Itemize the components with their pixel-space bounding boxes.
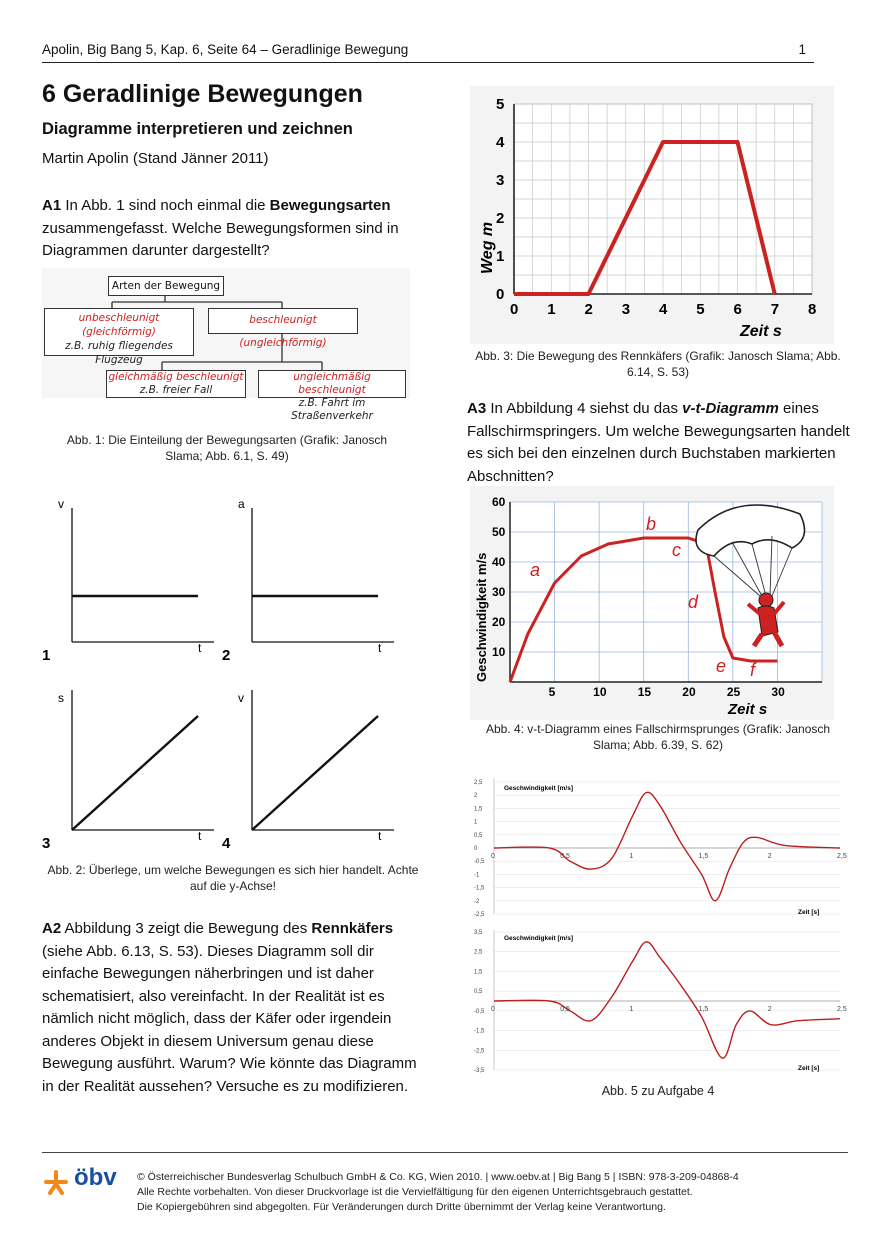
fig5-top-ytick-label: -1,5 [474,885,485,892]
task-a3-text-1: In Abbildung 4 siehst du das [486,400,683,417]
fig2-graph4-xlabel: t [378,829,382,843]
fig4-xtick-label: 15 [637,685,652,699]
fig3-ylabel: Weg m [479,221,496,274]
fig2-graph3-line [72,716,198,830]
fig4-xtick-label: 10 [593,685,607,699]
fig4-segment-a: a [530,560,541,580]
task-a1-label: A1 [42,197,62,214]
fig3-ytick-label: 2 [496,210,505,227]
fig5-bottom-ytick-label: 3,5 [474,930,483,936]
fig5-bottom-ylabel: Geschwindigkeit [m/s] [504,935,573,942]
fig3-xtick-label: 8 [808,301,817,318]
fig5-bottom-ytick-label: -0,5 [474,1008,485,1015]
fig4-segment-b: b [646,514,657,534]
fig1-box-accelerated: beschleunigt (ungleichförmig) [208,308,358,334]
fig2-graph4-ylabel: v [238,691,244,705]
task-a2-text-2: (siehe Abb. 6.13, S. 53). Dieses Diagramm soll dir einfache Bewegungen näherbringen und ist daher schematisiert, also vereinfacht. In der Realität ist es nämlich nicht möglich, dass der Käfer oder irgendein anderes Objekt in diesem Universum genau diese Bewegung ausführt. Warum? Wie könnte das Diagramm in der Realität aussehen? Versuche es zu modifizieren. [42,942,417,1095]
task-a2-label: A2 [42,920,62,937]
fig5-bottom-ytick-label: 0,5 [474,989,483,996]
fig4-segment-c: c [672,540,681,560]
fig5-top-ytick-label: 0,5 [474,832,483,839]
author-line: Martin Apolin (Stand Jänner 2011) [42,150,269,167]
fig5-top-xlabel: Zeit [s] [798,909,820,916]
fig5-top-xtick-label: 2 [767,853,772,860]
fig5-bottom-xtick-label: 2,5 [837,1006,847,1013]
fig4-xtick-label: 20 [682,685,696,699]
task-a1 [42,195,412,263]
fig3-xtick-label: 7 [770,301,780,318]
fig1-diagram [42,268,410,422]
fig5-top-ytick-label: 1,5 [474,806,483,813]
fig3-xtick-label: 4 [659,301,668,318]
fig2-graph1-ylabel: v [58,497,64,511]
task-a3-label: A3 [467,400,487,417]
fig2-graph1-number: 1 [42,647,51,664]
fig5-bottom-ytick-label: -1,5 [474,1028,485,1035]
fig5-top-xtick-label: 1,5 [698,853,709,860]
fig5-top-xtick-label: 0,5 [560,853,570,860]
task-a3 [467,398,851,488]
subtitle: Diagramme interpretieren und zeichnen [42,120,353,138]
fig3-xlabel: Zeit s [740,323,782,340]
footer-line-3: Die Kopiergebühren sind abgegolten. Für Veränderungen durch Dritte übernimmt der Verlag keine Verantwortung. [137,1201,666,1213]
fig3-chart [470,86,834,344]
fig4-xtick-label: 5 [548,685,556,699]
fig4-caption: Abb. 4: v-t-Diagramm eines Fallschirmsprunges (Grafik: Janosch Slama; Abb. 6.39, S. 62) [485,722,831,752]
fig1-box-unaccelerated-title: unbeschleunigt (gleichförmig) [78,312,160,338]
fig5-bottom-series-line [494,942,840,1058]
chapter-title: 6 Geradlinige Bewegungen [42,80,363,108]
fig3-caption: Abb. 3: Die Bewegung des Rennkäfers (Grafik: Janosch Slama; Abb. 6.14, S. 53) [475,349,841,379]
fig4-xtick-label: 25 [726,685,741,699]
fig3-ytick-label: 3 [496,172,505,189]
fig5-caption: Abb. 5 zu Aufgabe 4 [601,1084,715,1098]
fig2-graph2-xlabel: t [378,641,382,655]
fig2-graph2-ylabel: a [238,497,245,511]
fig1-box-nonuniform-acc [258,370,406,422]
fig3-ytick-label: 5 [496,96,505,113]
fig3-xtick-label: 0 [510,301,519,318]
task-a2 [42,918,426,1098]
fig2-graph4-line [252,716,378,830]
fig2-graph3-number: 3 [42,835,51,852]
fig1-box-nonuniform-acc-example: z.B. Fahrt im Straßenverkehr [291,397,373,422]
header-rule [42,62,814,63]
fig3-xtick-label: 5 [696,301,705,318]
fig1-box-unaccelerated [44,308,194,366]
footer-rule [42,1152,848,1153]
fig5-top-xtick-label: 0 [491,853,495,860]
running-header [42,42,814,57]
fig5-top-ytick-label: 0 [474,846,478,852]
fig5-top-chart [470,774,850,922]
footer-line-2: Alle Rechte vorbehalten. Von dieser Druckvorlage ist die Vervielfältigung für den eigenen Unterrichtsgebrauch gestattet. [137,1186,693,1198]
fig4-chart [470,486,834,720]
fig3-xtick-label: 6 [733,301,742,318]
task-a1-bold: Bewegungsarten [269,197,391,214]
task-a2-bold: Rennkäfers [311,920,394,937]
fig5-top-ytick-label: 2 [474,793,478,800]
fig5-bottom-ytick-label: -2,5 [474,1048,485,1055]
fig3-ytick-label: 4 [496,134,505,151]
fig5-top-xtick-label: 1 [629,853,634,860]
fig5-bottom-xtick-label: 0,5 [560,1006,570,1013]
fig4-ytick-label: 40 [492,555,506,569]
fig5-top-ytick-label: 2,5 [474,780,483,786]
fig5-bottom-xlabel: Zeit [s] [798,1065,820,1072]
fig4-xtick-label: 30 [771,685,785,699]
task-a1-text-2: zusammengefasst. Welche Bewegungsformen sind in Diagrammen darunter dargestellt? [42,219,399,259]
fig4-xlabel: Zeit s [728,701,768,718]
fig5-bottom-ytick-label: 1,5 [474,969,483,976]
fig1-caption: Abb. 1: Die Einteilung der Bewegungsarten (Grafik: Janosch Slama; Abb. 6.1, S. 49) [66,433,388,463]
fig1-box-uniform-acc [106,370,246,398]
fig3-xtick-label: 2 [584,301,593,318]
page-number: 1 [798,42,806,57]
fig5-top-ylabel: Geschwindigkeit [m/s] [504,785,573,792]
fig2-graph1-xlabel: t [198,641,202,655]
fig4-ytick-label: 10 [492,645,506,659]
publisher-logo [42,1166,132,1196]
footer-line-1: © Österreichischer Bundesverlag Schulbuch GmbH & Co. KG, Wien 2010. | www.oebv.at | Big Bang 5 | ISBN: 978-3-209-04868-4 [137,1171,739,1183]
task-a3-text-2: eines Fallschirmspringers. Um welche Bewegungsarten handelt es sich bei den einzelnen durch Buchstaben markierten Abschnitten? [467,400,850,485]
fig4-ytick-label: 50 [492,525,506,539]
fig1-box-nonuniform-acc-title: ungleichmäßig beschleunigt [293,371,371,396]
fig4-segment-e: e [716,656,727,676]
fig5-bottom-xtick-label: 0 [491,1006,495,1013]
fig1-box-uniform-acc-title: gleichmäßig beschleunigt [108,371,244,383]
logo-star-icon [42,1168,70,1196]
fig3-xtick-label: 1 [547,301,556,318]
fig2-graph3-xlabel: t [198,829,202,843]
logo-text: öbv [74,1164,117,1191]
task-a2-text-1: Abbildung 3 zeigt die Bewegung des [61,920,312,937]
fig5-bottom-xtick-label: 1,5 [698,1006,709,1013]
fig1-box-uniform-acc-example: z.B. freier Fall [139,384,213,396]
fig4-segment-d: d [688,592,699,612]
fig2-graph3-ylabel: s [58,691,64,705]
header-title: Apolin, Big Bang 5, Kap. 6, Seite 64 – Geradlinige Bewegung [42,42,409,57]
fig5-top-ytick-label: -2,5 [474,912,485,918]
fig4-ytick-label: 20 [492,615,506,629]
fig5-bottom-xtick-label: 2 [767,1006,772,1013]
fig4-ytick-label: 60 [492,495,506,509]
fig3-ytick-label: 1 [496,248,505,265]
fig5-top-ytick-label: -0,5 [474,859,485,866]
fig2-graphs [38,492,410,854]
fig5-top-ytick-label: -1 [474,872,480,879]
fig1-box-root: Arten der Bewegung [108,276,224,296]
fig3-xtick-label: 3 [621,301,631,318]
fig3-ytick-label: 0 [496,286,505,303]
fig1-box-unaccelerated-example: z.B. ruhig fliegendes Flugzeug [65,340,173,366]
fig4-ytick-label: 30 [492,585,506,599]
fig5-top-ytick-label: -2 [474,898,480,905]
fig5-bottom-chart [470,926,850,1076]
fig5-bottom-ytick-label: -3,5 [474,1068,485,1074]
fig4-segment-f: f [750,660,756,680]
fig4-ylabel: Geschwindigkeit m/s [474,552,489,682]
fig5-bottom-xtick-label: 1 [629,1006,634,1013]
fig2-graph2-number: 2 [222,647,231,664]
fig2-caption: Abb. 2: Überlege, um welche Bewegungen es sich hier handelt. Achte auf die y-Achse! [47,863,419,893]
task-a1-text-1: In Abb. 1 sind noch einmal die [61,197,270,214]
fig5-bottom-ytick-label: 2,5 [474,949,483,956]
fig5-top-ytick-label: 1 [474,819,478,826]
footer-text [137,1170,857,1215]
fig2-graph4-number: 4 [222,835,231,852]
fig5-top-xtick-label: 2,5 [837,853,847,860]
task-a3-bold: v-t-Diagramm [682,400,779,417]
